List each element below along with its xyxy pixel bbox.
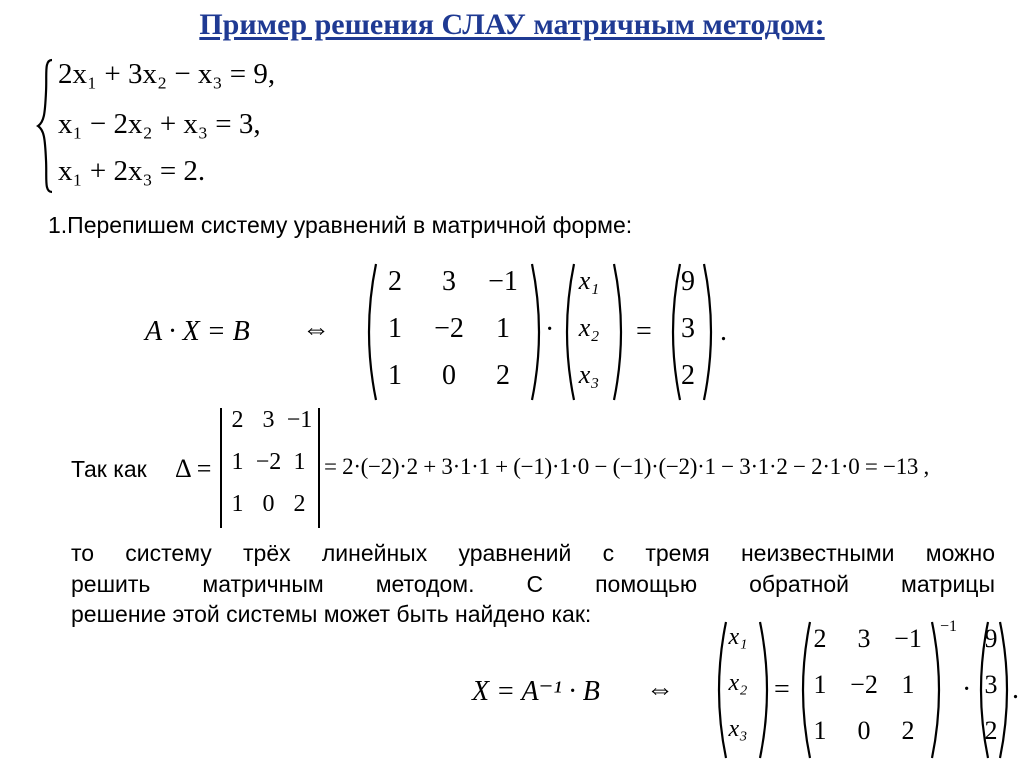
vector-entry: 2 xyxy=(984,716,998,745)
matrix-cell: 1 xyxy=(231,491,244,517)
system-brace xyxy=(36,58,58,194)
page-title: Пример решения СЛАУ матричным методом: xyxy=(199,8,825,41)
solution-multiply-dot: · xyxy=(962,674,972,705)
matrix-cell: 1 xyxy=(813,716,827,745)
inverse-exponent: −1 xyxy=(940,618,958,635)
vector-x-right-paren xyxy=(610,262,630,402)
solution-period: . xyxy=(1012,674,1019,705)
matrix-cell: 1 xyxy=(813,670,827,699)
vector-entry: 3 xyxy=(681,313,695,344)
matrix-cell: −1 xyxy=(286,407,313,433)
vector-entry: 9 xyxy=(681,266,695,297)
matrix-cell: 2 xyxy=(496,360,510,391)
vector-entry: x₃ xyxy=(728,716,748,742)
det-prefix: Так как xyxy=(71,456,147,482)
para-line-3: решение этой системы может быть найдено как: xyxy=(71,601,592,627)
solution-equivalence-sign: ⇔ xyxy=(646,674,674,705)
vector-entry: x₂ xyxy=(578,313,600,342)
matrix-cell: −2 xyxy=(850,670,878,699)
matrix-cell: −1 xyxy=(894,624,922,653)
step-1-heading: 1.Перепишем систему уравнений в матричной форме: xyxy=(48,212,633,238)
matrix-cell: −1 xyxy=(488,266,518,297)
period: . xyxy=(720,316,727,347)
matrix-cell: 2 xyxy=(813,624,827,653)
solution-equals-sign: = xyxy=(774,674,790,705)
matrix-cell: 0 xyxy=(262,491,275,517)
equation-3: x₁ + 2x₃ = 2. xyxy=(58,155,206,187)
matrix-cell: 0 xyxy=(442,360,456,391)
matrix-cell: 2 xyxy=(293,491,306,517)
matrix-cell: −2 xyxy=(255,449,282,475)
matrix-cell: 2 xyxy=(901,716,915,745)
matrix-cell: 1 xyxy=(901,670,915,699)
vector-entry: x₃ xyxy=(578,360,600,389)
equation-1: 2x₁ + 3x₂ − x₃ = 9, xyxy=(58,58,276,90)
para-line-1: то систему трёх линейных уравнений с тремя неизвестными можно xyxy=(71,540,995,566)
vector-entry: 3 xyxy=(984,670,998,699)
matrix-cell: 3 xyxy=(857,624,871,653)
matrix-cell: 1 xyxy=(388,313,402,344)
equals-sign: = xyxy=(636,316,652,347)
para-line-2: решить матричным методом. С помощью обратной матрицы xyxy=(71,571,995,597)
vector-b-right-paren xyxy=(700,262,720,402)
matrix-equation: A · X = B xyxy=(145,316,250,347)
vector-entry: 2 xyxy=(681,360,695,391)
det-expansion: = 2·(−2)·2 + 3·1·1 + (−1)·1·0 − (−1)·(−2)·1 − 3·1·2 − 2·1·0 = −13 , xyxy=(324,454,929,479)
vector-entry: x₁ xyxy=(728,624,748,650)
matrix-cell: −2 xyxy=(434,313,464,344)
multiply-dot: · xyxy=(545,314,555,345)
solution-x-right-paren xyxy=(756,620,776,760)
matrix-cell: 1 xyxy=(293,449,306,475)
delta-symbol: Δ = xyxy=(175,454,212,483)
vector-entry: x₁ xyxy=(578,266,600,295)
matrix-cell: 1 xyxy=(388,360,402,391)
equivalence-sign: ⇔ xyxy=(302,314,330,345)
equation-2: x₁ − 2x₂ + x₃ = 3, xyxy=(58,108,261,140)
matrix-cell: 2 xyxy=(388,266,402,297)
matrix-cell: 1 xyxy=(496,313,510,344)
vector-entry: x₂ xyxy=(728,670,748,696)
solution-equation: X = A⁻¹ · B xyxy=(472,676,600,707)
matrix-cell: 0 xyxy=(857,716,871,745)
vector-entry: 9 xyxy=(984,624,998,653)
matrix-cell: 3 xyxy=(262,407,275,433)
solution-a-right-paren xyxy=(928,620,948,760)
det-right-bar xyxy=(318,406,322,530)
matrix-cell: 1 xyxy=(231,449,244,475)
matrix-cell: 2 xyxy=(231,407,244,433)
matrix-cell: 3 xyxy=(442,266,456,297)
